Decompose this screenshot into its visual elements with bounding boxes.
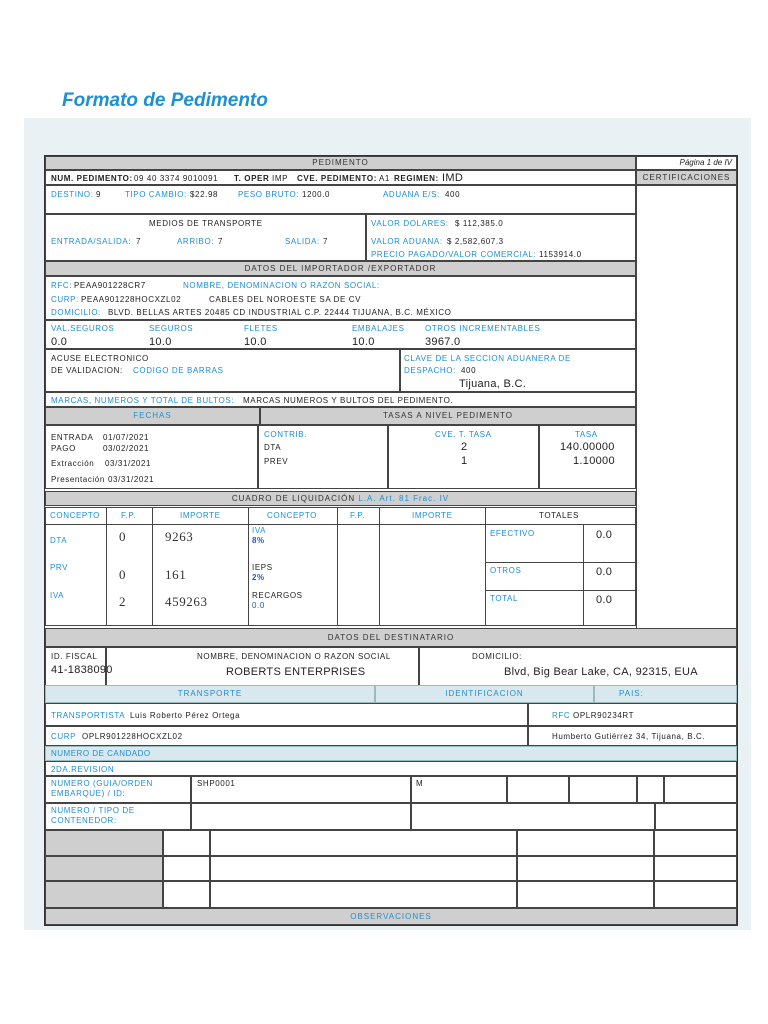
seguros-label: SEGUROS bbox=[149, 324, 194, 333]
marcas-label: MARCAS, NUMEROS Y TOTAL DE BULTOS: bbox=[51, 396, 235, 405]
fecha-extraccion-value: 03/31/2021 bbox=[105, 459, 152, 468]
valores-aduana-box bbox=[366, 214, 636, 261]
domicilio-transportista-box bbox=[528, 726, 737, 746]
contenedor-label: NUMERO / TIPO DE CONTENEDOR: bbox=[51, 806, 135, 825]
total-value-otros: 0.0 bbox=[596, 566, 613, 578]
guia-empty-cell bbox=[507, 776, 569, 803]
liq-importe: 459263 bbox=[165, 594, 208, 609]
guia-label: NUMERO (GUIA/ORDEN EMBARQUE) / ID: bbox=[51, 779, 153, 798]
entrada-salida-label: ENTRADA/SALIDA: bbox=[51, 237, 132, 246]
total-value-total: 0.0 bbox=[596, 594, 613, 606]
totales-header: TOTALES bbox=[539, 511, 579, 520]
otros-incrementables-value: 3967.0 bbox=[425, 336, 461, 348]
curp-label: CURP: bbox=[51, 295, 79, 304]
regimen-label: REGIMEN: bbox=[394, 174, 439, 183]
tasa-label: TASA bbox=[575, 430, 598, 439]
fp-header: F.P. bbox=[121, 511, 137, 520]
col-divider bbox=[379, 507, 380, 626]
revision-label: 2DA.REVISION bbox=[51, 765, 115, 774]
fletes-value: 10.0 bbox=[244, 336, 267, 348]
fecha-entrada-value: 01/07/2021 bbox=[103, 433, 150, 442]
valor-aduana-label: VALOR ADUANA: bbox=[371, 237, 443, 246]
contenedor-cell bbox=[191, 803, 411, 830]
domicilio-transportista-value: Humberto Gutiérrez 34, Tijuana, B.C. bbox=[552, 732, 706, 741]
contrib-prev: PREV bbox=[264, 457, 289, 466]
col-divider bbox=[152, 507, 153, 626]
lugar-despacho: Tijuana, B.C. bbox=[459, 378, 527, 390]
domicilio-destinatario-value: Blvd, Big Bear Lake, CA, 92315, EUA bbox=[504, 666, 698, 678]
liquidacion-header-line bbox=[45, 524, 485, 525]
valor-aduana-value: $ 2,582,607.3 bbox=[447, 237, 504, 246]
importe-header: IMPORTE bbox=[180, 511, 221, 520]
nombre-destinatario-box bbox=[106, 647, 419, 687]
tasas-cve-cell bbox=[388, 425, 539, 489]
grid-cell bbox=[163, 856, 210, 881]
despacho-value: 400 bbox=[461, 366, 477, 375]
curp-value: PEAA901228HOCXZL02 bbox=[81, 295, 182, 304]
id-fiscal-value: 41-1838090 bbox=[51, 664, 113, 676]
candado-header: NUMERO DE CANDADO bbox=[45, 746, 737, 761]
pedimento-form bbox=[44, 155, 738, 926]
grid-cell bbox=[210, 830, 517, 856]
rfc-transportista-value: OPLR90234RT bbox=[573, 711, 635, 720]
col-divider bbox=[337, 507, 338, 626]
nombre-importador-value: CABLES DEL NOROESTE SA DE CV bbox=[209, 295, 362, 304]
domicilio-destinatario-box bbox=[419, 647, 737, 687]
precio-pagado-label: PRECIO PAGADO/VALOR COMERCIAL: bbox=[371, 250, 537, 259]
grid-grey-cell bbox=[45, 881, 163, 908]
fletes-label: FLETES bbox=[244, 324, 278, 333]
rfc-label: RFC: bbox=[51, 281, 73, 290]
medios-transporte-box bbox=[45, 214, 366, 261]
regimen-value: IMD bbox=[442, 172, 464, 184]
cve-tasa-dta: 2 bbox=[461, 441, 468, 453]
curp-transportista-value: OPLR901228HOCXZL02 bbox=[82, 732, 183, 741]
destinatario-header: DATOS DEL DESTINATARIO bbox=[45, 628, 737, 647]
col-divider bbox=[106, 507, 107, 626]
peso-bruto-value: 1200.0 bbox=[302, 190, 331, 199]
certificaciones-box bbox=[636, 185, 737, 630]
salida-value: 7 bbox=[323, 237, 329, 246]
nombre-importador-label: NOMBRE, DENOMINACION O RAZON SOCIAL: bbox=[183, 281, 380, 290]
grid-cell bbox=[163, 830, 210, 856]
total-value-efectivo: 0.0 bbox=[596, 529, 613, 541]
rfc-value: PEAA901228CR7 bbox=[74, 281, 146, 290]
certificaciones-header: CERTIFICACIONES bbox=[636, 170, 737, 185]
grid-grey-cell bbox=[45, 830, 163, 856]
mid-pct: 2% bbox=[252, 573, 265, 582]
fecha-presentacion-value: 03/31/2021 bbox=[108, 475, 155, 484]
val-seguros-label: VAL.SEGUROS bbox=[51, 324, 115, 333]
pais-header: PAIS: bbox=[594, 685, 737, 703]
curp-transportista-box bbox=[45, 726, 528, 746]
guia-m: M bbox=[416, 779, 424, 788]
grid-cell bbox=[517, 881, 654, 908]
validacion-label: DE VALIDACION: bbox=[51, 366, 123, 375]
total-label-total: TOTAL bbox=[490, 594, 519, 603]
grid-cell bbox=[654, 830, 737, 856]
acuse-label: ACUSE ELECTRONICO bbox=[51, 354, 149, 363]
revision-row bbox=[45, 761, 737, 776]
id-fiscal-box bbox=[45, 647, 113, 687]
destino-row bbox=[45, 185, 636, 214]
importador-box bbox=[45, 276, 636, 320]
total-label-efectivo: EFECTIVO bbox=[490, 529, 535, 538]
clave-seccion-box bbox=[400, 349, 636, 392]
grid-cell bbox=[210, 856, 517, 881]
liq-fp: 2 bbox=[119, 594, 127, 609]
salida-label: SALIDA: bbox=[285, 237, 320, 246]
entrada-salida-value: 7 bbox=[136, 237, 142, 246]
grid-grey-cell bbox=[45, 856, 163, 881]
num-pedimento-label: NUM. PEDIMENTO: bbox=[51, 174, 133, 183]
col-divider bbox=[248, 507, 249, 626]
liquidacion-title: CUADRO DE LIQUIDACIÓN bbox=[231, 494, 356, 503]
fecha-entrada-label: ENTRADA bbox=[51, 433, 94, 442]
concepto-header-2: CONCEPTO bbox=[267, 511, 317, 520]
transportista-value: Luis Roberto Pérez Ortega bbox=[130, 711, 241, 720]
guia-empty-cell bbox=[664, 776, 737, 803]
liquidacion-reference: L.A. Art. 81 Frac. IV bbox=[358, 494, 450, 503]
domicilio-destinatario-label: DOMICILIO: bbox=[472, 652, 523, 661]
destino-value: 9 bbox=[96, 190, 102, 199]
mid-pct: 8% bbox=[252, 536, 265, 545]
seguros-value: 10.0 bbox=[149, 336, 172, 348]
tasas-tasa-cell bbox=[539, 425, 636, 489]
liq-fp: 0 bbox=[119, 529, 127, 544]
domicilio-value: BLVD. BELLAS ARTES 20485 CD INDUSTRIAL C.P. 22444 TIJUANA, B.C. MÉXICO bbox=[108, 308, 452, 317]
id-fiscal-label: ID. FISCAL bbox=[51, 652, 98, 661]
guia-m-cell bbox=[411, 776, 507, 803]
pedimento-row bbox=[45, 170, 636, 185]
marcas-row bbox=[45, 392, 636, 407]
acuse-box bbox=[45, 349, 400, 392]
guia-empty-cell bbox=[637, 776, 664, 803]
clave-seccion-label: CLAVE DE LA SECCION ADUANERA DE bbox=[404, 354, 571, 363]
liq-concepto: DTA bbox=[50, 536, 68, 545]
fechas-box bbox=[45, 425, 258, 489]
tasas-contrib-cell bbox=[258, 425, 388, 489]
otros-incrementables-label: OTROS INCREMENTABLES bbox=[425, 324, 541, 333]
embalajes-value: 10.0 bbox=[352, 336, 375, 348]
destino-label: DESTINO: bbox=[51, 190, 94, 199]
guia-value: SHP0001 bbox=[197, 779, 236, 788]
toper-value: IMP bbox=[272, 174, 289, 183]
toper-label: T. OPER bbox=[234, 174, 270, 183]
marcas-value: MARCAS NUMEROS Y BULTOS DEL PEDIMENTO. bbox=[243, 396, 454, 405]
embalajes-label: EMBALAJES bbox=[352, 324, 405, 333]
identificacion-header: IDENTIFICACION bbox=[375, 685, 594, 703]
medios-transporte-label: MEDIOS DE TRANSPORTE bbox=[149, 219, 263, 228]
transportista-box bbox=[45, 703, 528, 726]
tipo-cambio-label: TIPO CAMBIO: bbox=[125, 190, 187, 199]
contenedor-label-cell bbox=[45, 803, 191, 830]
grid-cell bbox=[210, 881, 517, 908]
contenedor-cell bbox=[655, 803, 737, 830]
fecha-pago-value: 03/02/2021 bbox=[103, 444, 150, 453]
peso-bruto-label: PESO BRUTO: bbox=[238, 190, 300, 199]
rfc-transportista-label: RFC bbox=[552, 711, 571, 720]
observaciones-header: OBSERVACIONES bbox=[45, 908, 737, 925]
fechas-header: FECHAS bbox=[45, 407, 260, 425]
grid-cell bbox=[654, 856, 737, 881]
liquidacion-header bbox=[45, 491, 636, 506]
fecha-presentacion-label: Presentación bbox=[51, 475, 105, 484]
transporte-header: TRANSPORTE bbox=[45, 685, 375, 703]
tasas-header: TASAS A NIVEL PEDIMENTO bbox=[260, 407, 636, 425]
liq-concepto: PRV bbox=[50, 563, 69, 572]
contrib-label: CONTRIB. bbox=[264, 430, 308, 439]
valor-dolares-label: VALOR DOLARES: bbox=[371, 219, 449, 228]
liq-concepto: IVA bbox=[50, 591, 65, 600]
val-seguros-value: 0.0 bbox=[51, 336, 68, 348]
aduana-es-value: 400 bbox=[445, 190, 461, 199]
cve-pedimento-value: A1 bbox=[379, 174, 390, 183]
rfc-transportista-box bbox=[528, 703, 737, 726]
guia-label-cell bbox=[45, 776, 191, 803]
domicilio-label: DOMICILIO: bbox=[51, 308, 102, 317]
grid-cell bbox=[517, 830, 654, 856]
tasa-prev: 1.10000 bbox=[573, 455, 615, 467]
num-pedimento-value: 09 40 3374 9010091 bbox=[134, 174, 219, 183]
codigo-barras-label: CODIGO DE BARRAS bbox=[133, 366, 224, 375]
cve-tasa-label: CVE. T. TASA bbox=[435, 430, 492, 439]
tasa-dta: 140.00000 bbox=[560, 441, 615, 453]
aduana-es-label: ADUANA E/S: bbox=[383, 190, 440, 199]
precio-pagado-value: 1153914.0 bbox=[539, 250, 582, 259]
guia-empty-cell bbox=[569, 776, 637, 803]
total-label-otros: OTROS bbox=[490, 566, 522, 575]
nombre-destinatario-label: NOMBRE, DENOMINACION O RAZON SOCIAL bbox=[197, 652, 391, 661]
grid-cell bbox=[163, 881, 210, 908]
fp-header-2: F.P. bbox=[350, 511, 366, 520]
mid-pct: 0.0 bbox=[252, 601, 265, 610]
grid-cell bbox=[654, 881, 737, 908]
importador-header: DATOS DEL IMPORTADOR /EXPORTADOR bbox=[45, 261, 636, 276]
arribo-value: 7 bbox=[218, 237, 224, 246]
cve-pedimento-label: CVE. PEDIMENTO: bbox=[297, 174, 377, 183]
totales-line bbox=[485, 590, 636, 591]
grid-cell bbox=[517, 856, 654, 881]
page-number: Página 1 de IV bbox=[636, 156, 737, 170]
tipo-cambio-value: $22.98 bbox=[190, 190, 219, 199]
liq-importe: 9263 bbox=[165, 529, 194, 544]
valor-dolares-value: $ 112,385.0 bbox=[455, 219, 504, 228]
fecha-pago-label: PAGO bbox=[51, 444, 76, 453]
mid-concepto: IEPS bbox=[252, 563, 273, 572]
mid-concepto: RECARGOS bbox=[252, 591, 303, 600]
guia-value-cell bbox=[191, 776, 411, 803]
document-title: Formato de Pedimento bbox=[62, 90, 268, 111]
mid-concepto: IVA bbox=[252, 526, 267, 535]
nombre-destinatario-value: ROBERTS ENTERPRISES bbox=[226, 666, 366, 678]
contrib-dta: DTA bbox=[264, 443, 282, 452]
fecha-extraccion-label: Extracción bbox=[51, 459, 95, 468]
valores-row bbox=[45, 320, 636, 349]
pedimento-header: PEDIMENTO bbox=[45, 156, 636, 170]
col-divider bbox=[583, 524, 584, 626]
liq-fp: 0 bbox=[119, 567, 127, 582]
liq-importe: 161 bbox=[165, 567, 187, 582]
arribo-label: ARRIBO: bbox=[177, 237, 215, 246]
transportista-label: TRANSPORTISTA bbox=[51, 711, 126, 720]
totales-line bbox=[485, 562, 636, 563]
curp-transportista-label: CURP bbox=[51, 732, 77, 741]
despacho-label: DESPACHO: bbox=[404, 366, 456, 375]
contenedor-cell bbox=[411, 803, 655, 830]
totales-line bbox=[485, 524, 636, 525]
concepto-header: CONCEPTO bbox=[50, 511, 100, 520]
cve-tasa-prev: 1 bbox=[461, 455, 468, 467]
importe-header-2: IMPORTE bbox=[412, 511, 453, 520]
